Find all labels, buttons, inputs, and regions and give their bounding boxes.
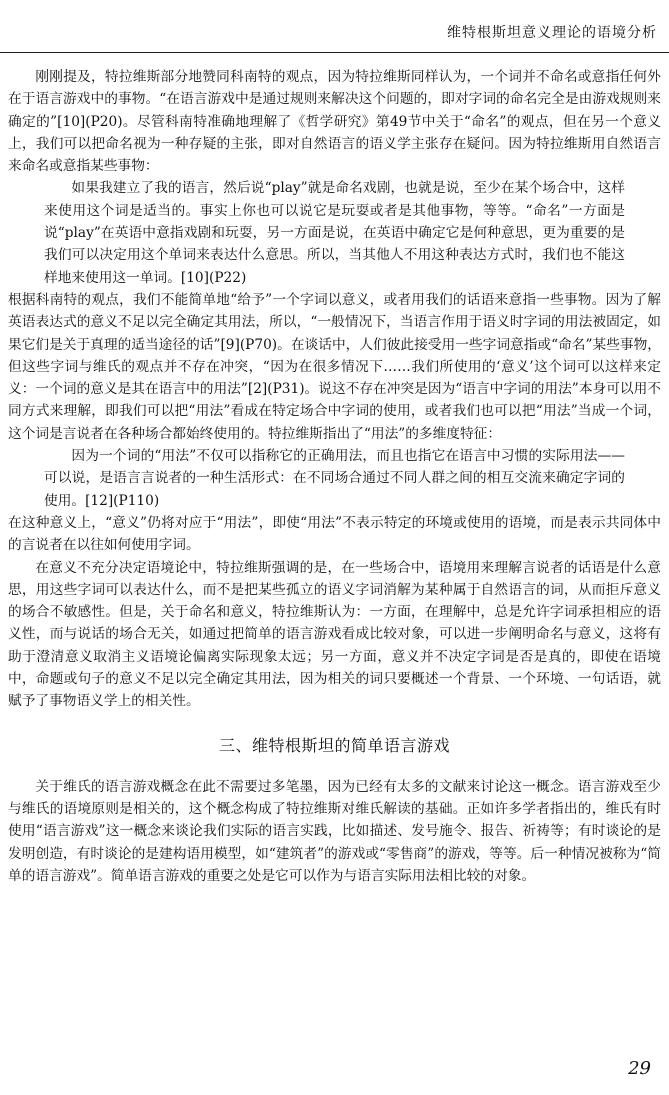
header-divider [0,52,669,53]
paragraph-3: 在这种意义上，“意义”仍将对应于“用法”，即使“用法”不表示特定的环境或使用的语境，而是表示共同体中的言说者在以往如何使用字词。 [8,514,661,554]
paragraph-5: 关于维氏的语言游戏概念在此不需要过多笔墨，因为已经有太多的文献来讨论这一概念。语言游戏至少与维氏的语境原则是相关的，这个概念构成了特拉维斯对维氏解读的基础。正如许多学者指出的，维氏有时使用“语言游戏”这一概念来谈论我们实际的语言实践，比如描述、发号施令、报告、祈祷等；有时谈论的是发明创造，有时谈论的是建构语用模型，如“建筑者”的游戏或“零售商”的游戏，等等。后一种情况被称为“简单的语言游戏”。简单语言游戏的重要之处是它可以作为与语言实际用法相比较的对象。 [8,778,661,884]
paragraph-1: 刚刚提及，特拉维斯部分地赞同科南特的观点，因为特拉维斯同样认为，一个词并不命名或意指任何外在于语言游戏中的事物。“在语言游戏中是通过规则来解决这个问题的，即对字词的命名完全是由游戏规则来确定的”[10](P20)。尽管科南特准确地理解了《哲学研究》第49节中关于“命名”的观点，但在另一个意义上，我们可以把命名视为一种存疑的主张，即对自然语言的语义学主张存在疑问。因为特拉维斯用自然语言来命名或意指某些事物： [8,69,661,175]
running-header-title: 维特根斯坦意义理论的语境分析 [447,25,657,41]
paragraph-2: 根据科南特的观点，我们不能简单地“给予”一个字词以意义，或者用我们的话语来意指一些事物。因为了解英语表达式的意义不足以完全确定其用法，所以，“一般情况下，当语言作用于语义时字词的用法被固定，如果它们是关于真理的适当途径的话”[9](P70)。在谈话中，人们彼此接受用一些字词意指或“命名”某些事物，但这些字词与维氏的观点并不存在冲突，“因为在很多情况下……我们所使用的‘意义’这个词可以这样来定义：一个词的意义是其在语言中的用法”[2](P31)。说这不存在冲突是因为“语言中字词的用法”本身可以用不同方式来理解，即我们可以把“用法”看成在特定场合中字词的使用，或者我们也可以把“用法”当成一个词，这个词是言说者在各种场合都始终使用的。特拉维斯指出了“用法”的多维度特征： [8,291,661,442]
article-body [8,66,661,887]
section-heading: 三、维特根斯坦的简单语言游戏 [218,735,450,755]
block-quote-2: 因为一个词的“用法”不仅可以指称它的正确用法，而且也指它在语言中习惯的实际用法——可以说，是语言言说者的一种生活形式：在不同场合通过不同人群之间的相互交流来确定字词的使用。[12](P110) [44,448,625,509]
paragraph-4: 在意义不充分决定语境论中，特拉维斯强调的是，在一些场合中，语境用来理解言说者的话语是什么意思，用这些字词可以表达什么，而不是把某些孤立的语义字词消解为某种属于自然语言的词，从而拒斥意义的场合不敏感性。但是，关于命名和意义，特拉维斯认为：一方面，在理解中，总是允许字词承担相应的语义性，而与说话的场合无关，如通过把简单的语言游戏看成比较对象，可以进一步阐明命名与意义，这将有助于澄清意义取消主义语境论偏离实际现象太远；另一方面，意义并不决定字词是否是真的，即使在语境中，命题或句子的意义不足以完全确定其用法，因为相关的词只要概述一个背景、一个环境、一句话语，就赋予了事物语义学上的相关性。 [8,559,661,710]
block-quote-1: 如果我建立了我的语言，然后说“play”就是命名戏剧，也就是说，至少在某个场合中，这样来使用这个词是适当的。事实上你也可以说它是玩耍或者是其他事物，等等。“命名”一方面是说“play”在英语中意指戏剧和玩耍，另一方面是说，在英语中确定它是何种意思，更为重要的是我们可以决定用这个单词来表达什么意思。所以，当其他人不用这种表达方式时，我们也不能这样地来使用这一单词。[10](P22) [44,180,625,286]
page-number: 29 [628,1058,651,1079]
